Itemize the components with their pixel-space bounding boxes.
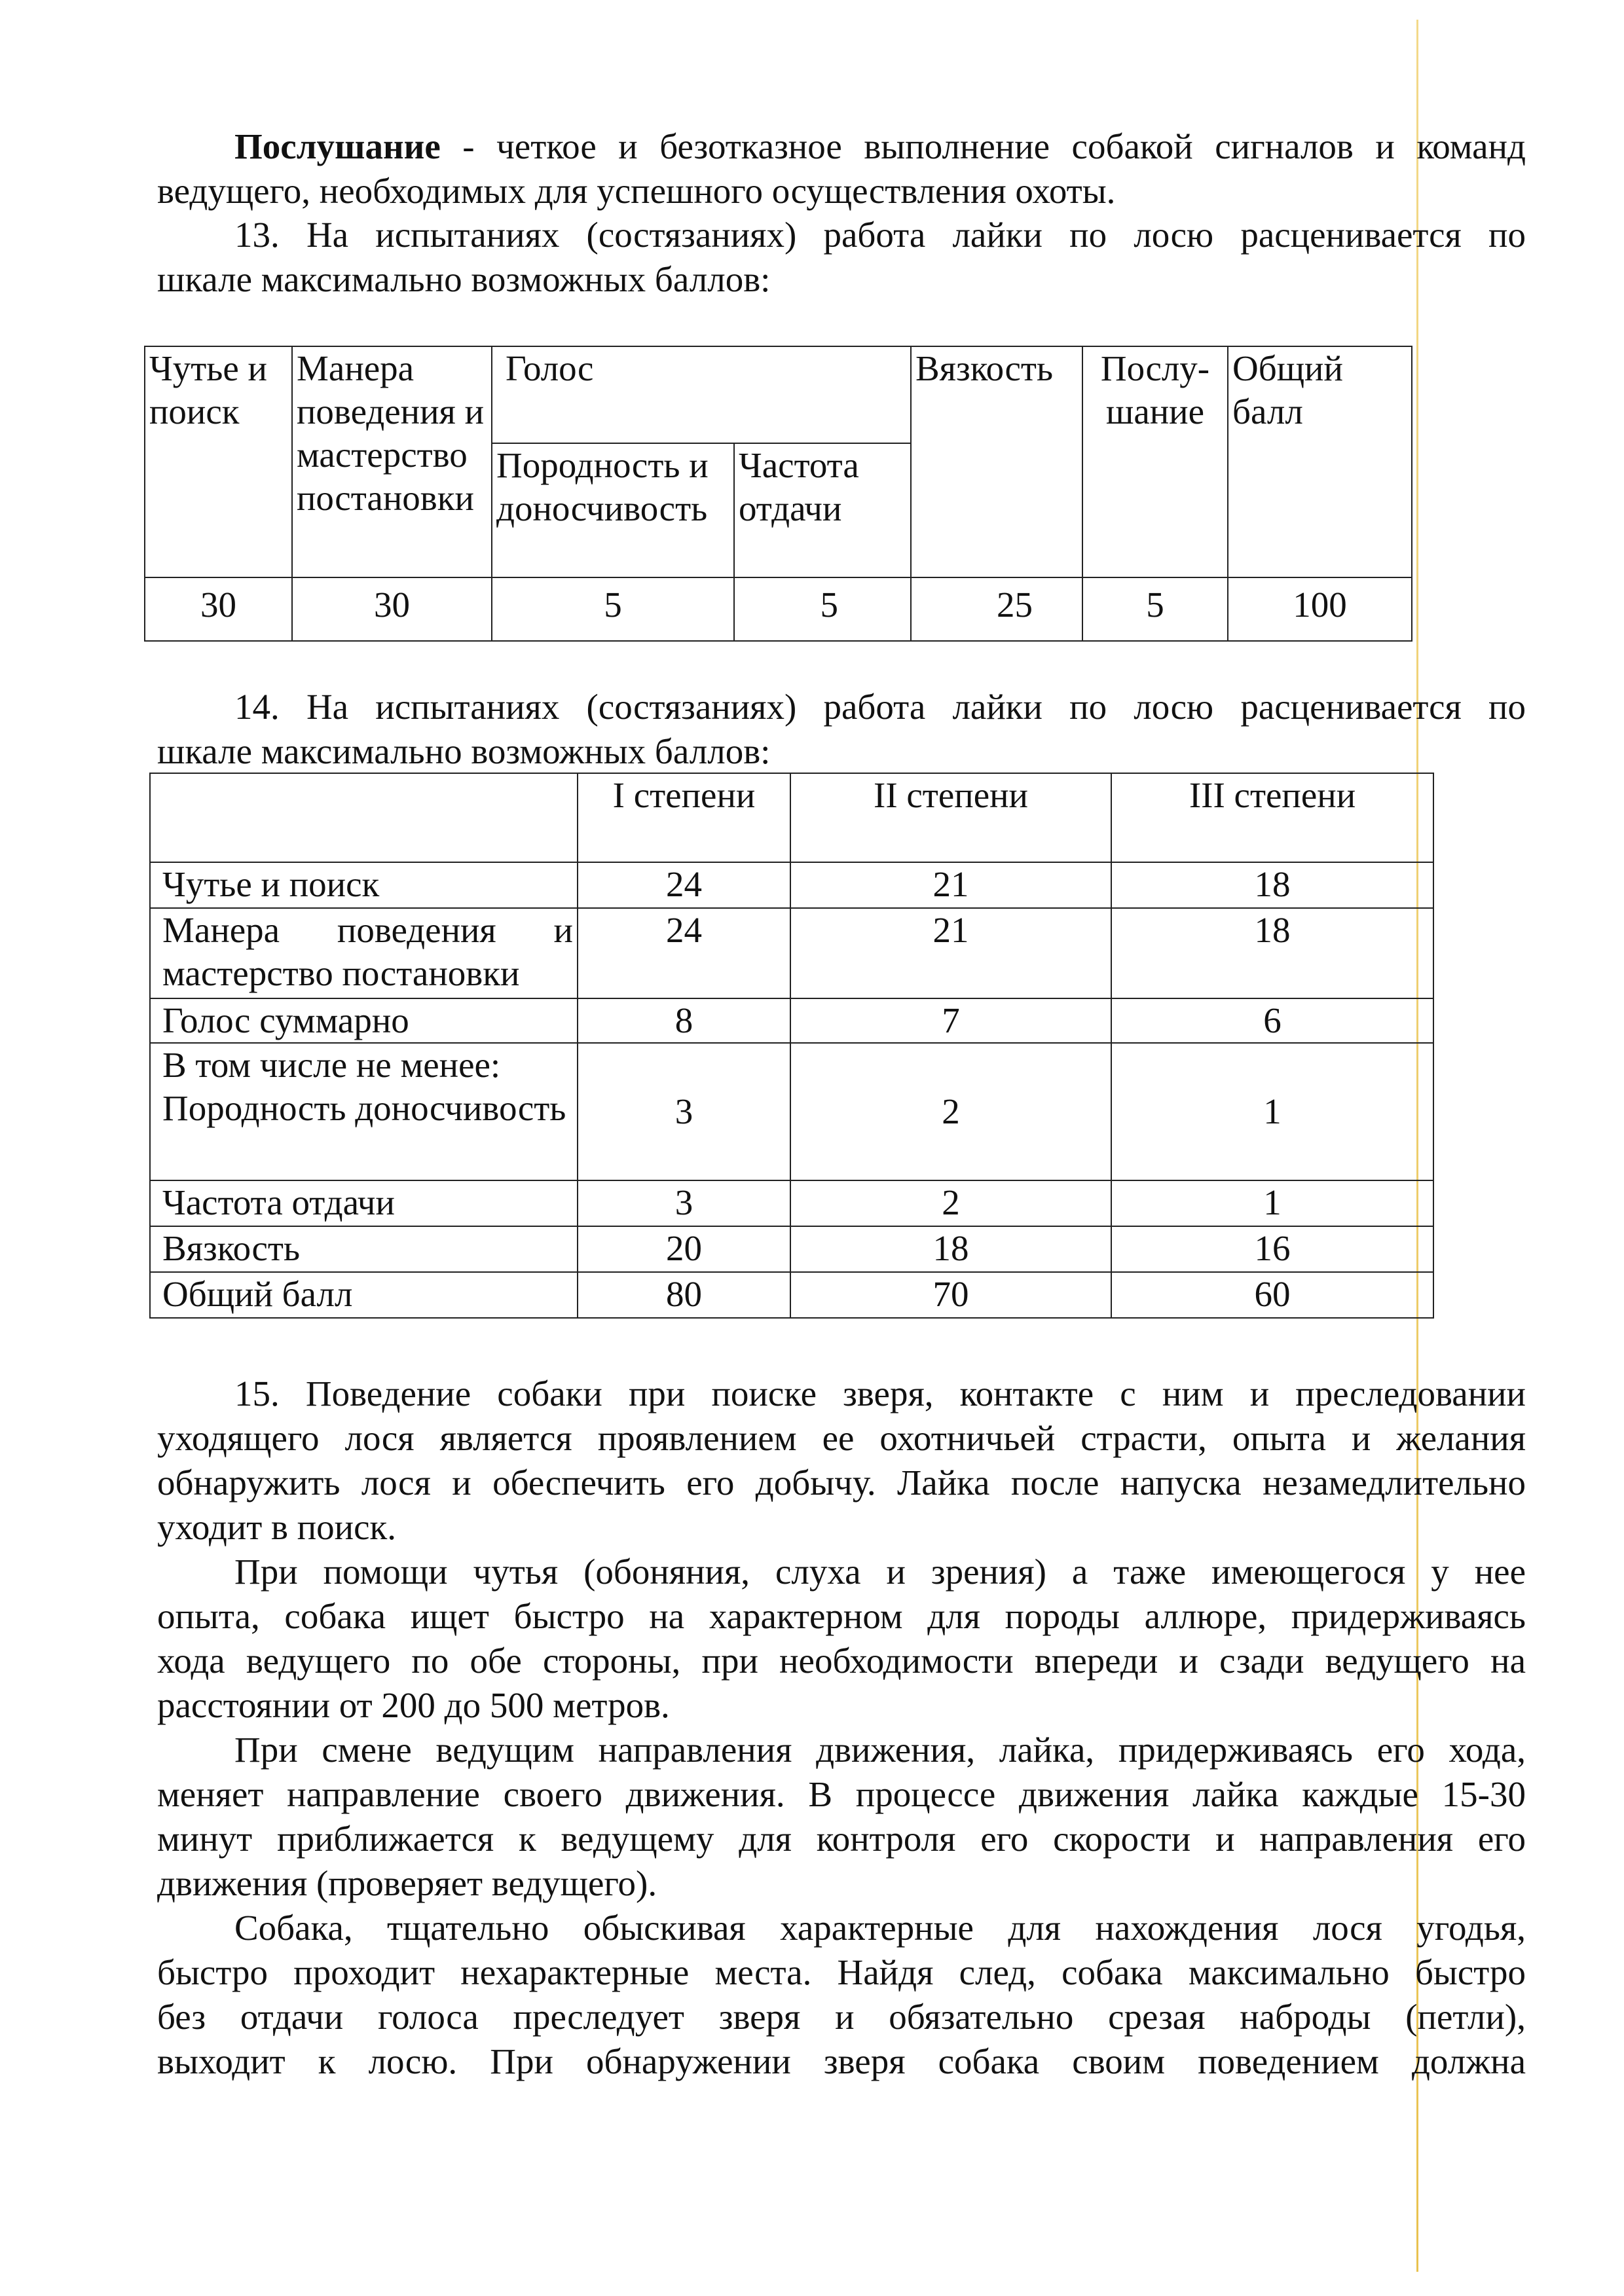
value-cell: 5 xyxy=(734,577,911,641)
value-cell: 25 xyxy=(911,577,1082,641)
header-voice: Голос xyxy=(492,346,911,443)
column-header-degree-2: II степени xyxy=(790,773,1111,862)
paragraph-15: 15. Поведение собаки при поиске зверя, контакте с ним и преследовании уходящего лося является проявлением ее охотничьей страсти, опыта и желания обнаружить лося и обеспечить его добычу. Лайка после напуска незамедлительно уходит в поиск. xyxy=(157,1374,1526,1547)
value-cell: 5 xyxy=(1082,577,1228,641)
table-row: Вязкость 20 18 16 xyxy=(150,1226,1433,1272)
column-header-degree-3: III степени xyxy=(1111,773,1433,862)
header-scent: Чутье и поиск xyxy=(145,346,292,577)
header-total: Общий балл xyxy=(1228,346,1412,577)
intro-line-1: Послушание - четкое и безотказное выполнение собакой сигналов и команд xyxy=(234,126,1526,166)
paragraph-direction-change: При смене ведущим направления движения, лайка, придерживаясь его хода, меняет направление своего движения. В процессе движения лайка каждые 15-30 минут приближается к ведущему для контроля его скорости и направления его движения (проверяет ведущего). xyxy=(157,1730,1526,1903)
table-row: В том числе не менее: Породность доносчивость 3 2 1 xyxy=(150,1043,1433,1180)
table-row: Манера поведения и мастерство постановки 24 21 18 xyxy=(150,908,1433,998)
scores-table-2 xyxy=(149,773,1434,1319)
paragraph-tracking: Собака, тщательно обыскивая характерные для нахождения лося угодья, быстро проходит нехарактерные места. Найдя след, собака максимально быстро без отдачи голоса преследует зверя и обязательно срезая наброды (петли), выходит к лосю. При обнаружении зверя собака своим поведением должна xyxy=(157,1908,1526,2081)
value-cell: 30 xyxy=(145,577,292,641)
scores-table-1 xyxy=(144,346,1412,642)
value-cell: 30 xyxy=(292,577,492,641)
value-cell: 100 xyxy=(1228,577,1412,641)
table-row: Голос суммарно 8 7 6 xyxy=(150,998,1433,1043)
column-header-degree-1: I степени xyxy=(578,773,790,862)
paragraph-14: 14. На испытаниях (состязаниях) работа лайки по лосю расценивается по шкале максимально возможных баллов: xyxy=(157,687,1526,771)
table-row: Чутье и поиск 24 21 18 xyxy=(150,862,1433,908)
paragraph-search-behavior: При помощи чутья (обоняния, слуха и зрения) а таже имеющегося у нее опыта, собака ищет быстро на характерном для породы аллюре, придерживаясь хода ведущего по обе стороны, при необходимости впереди и сзади ведущего на расстоянии от 200 до 500 метров. xyxy=(157,1552,1526,1725)
header-frequency: Частота отдачи xyxy=(734,443,911,577)
column-header-empty xyxy=(150,773,578,862)
obedience-term: Послушание xyxy=(234,126,441,166)
table-row: Общий балл 80 70 60 xyxy=(150,1272,1433,1318)
value-cell: 5 xyxy=(492,577,734,641)
table-row: Частота отдачи 3 2 1 xyxy=(150,1180,1433,1226)
header-tenacity: Вязкость xyxy=(911,346,1082,577)
header-breed: Породность и доносчивость xyxy=(492,443,734,577)
intro-line-2: ведущего, необходимых для успешного осуществления охоты. xyxy=(157,171,1116,211)
header-manner: Манера поведения и мастерство постановки xyxy=(292,346,492,577)
header-obedience: Послу-шание xyxy=(1082,346,1228,577)
obedience-definition xyxy=(157,124,1526,213)
paragraph-13: 13. На испытаниях (состязаниях) работа лайки по лосю расценивается по шкале максимально возможных баллов: xyxy=(157,215,1526,299)
